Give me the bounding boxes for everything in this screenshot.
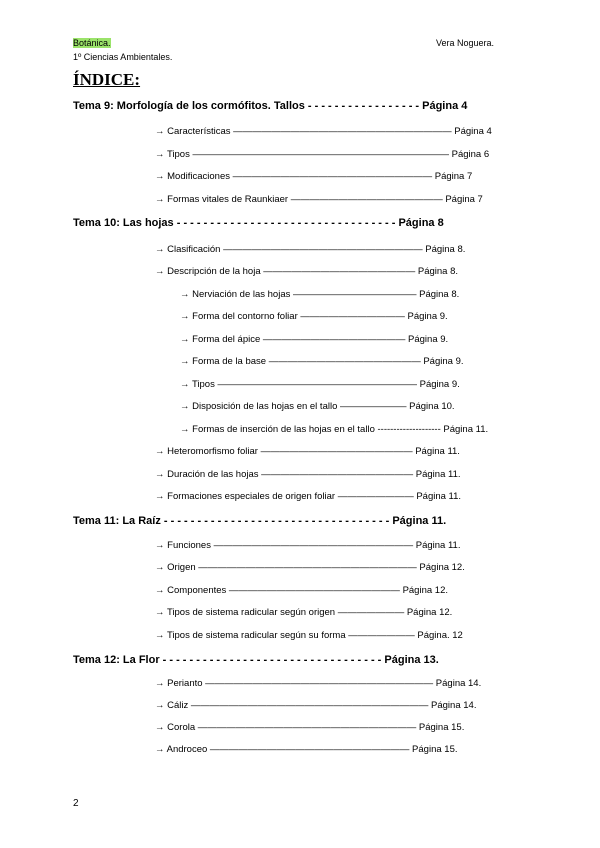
page-number: 2	[73, 798, 79, 809]
toc-subitem: → Formas de inserción de las hojas en el tallo -------------------- Página 11.	[180, 424, 489, 435]
toc-item: → Androceo ————————————————————— Página 15.	[155, 744, 458, 755]
toc-subitem: → Forma del ápice ——————————————— Página 9.	[180, 334, 449, 345]
toc-subitem: → Disposición de las hojas en el tallo ——————— Página 10.	[180, 401, 455, 412]
toc-item: → Funciones ————————————————————— Página 11.	[155, 540, 461, 551]
toc-subitem: → Forma de la base ———————————————— Página 9.	[180, 356, 464, 367]
toc-item: → Duración de las hojas ———————————————— Página 11.	[155, 469, 461, 480]
toc-tema-10: Tema 10: Las hojas - - - - - - - - - - - - - - - - - - - - - - - - - - - - - - - - - Página 8	[73, 217, 444, 229]
header-author: Vera Noguera.	[436, 38, 495, 48]
toc-item: → Formaciones especiales de origen foliar ———————— Página 11.	[155, 491, 462, 502]
toc-tema-9: Tema 9: Morfología de los cormófitos. Tallos - - - - - - - - - - - - - - - - - Página 4	[73, 100, 468, 112]
toc-item: → Componentes —————————————————— Página 12.	[155, 585, 448, 596]
toc-item: → Tipos de sistema radicular según origen ——————— Página 12.	[155, 607, 453, 618]
toc-item: → Tipos ——————————————————————————— Página 6	[155, 149, 490, 160]
toc-subitem: → Tipos ————————————————————— Página 9.	[180, 379, 460, 390]
toc-item: → Heteromorfismo foliar ———————————————— Página 11.	[155, 446, 460, 457]
toc-tema-12: Tema 12: La Flor - - - - - - - - - - - - - - - - - - - - - - - - - - - - - - - - - Página 13.	[73, 654, 439, 666]
toc-item: → Formas vitales de Raunkiaer ———————————————— Página 7	[155, 194, 483, 205]
toc-item: → Características ——————————————————————— Página 4	[155, 126, 492, 137]
toc-item: → Perianto ———————————————————————— Página 14.	[155, 678, 482, 689]
toc-item: → Corola ——————————————————————— Página 15.	[155, 722, 465, 733]
page-title: ÍNDICE:	[73, 70, 141, 89]
toc-item: → Modificaciones ————————————————————— Página 7	[155, 171, 473, 182]
header-course: 1º Ciencias Ambientales.	[73, 52, 173, 62]
toc-item: → Clasificación ————————————————————— Página 8.	[155, 244, 466, 255]
header-subject: Botánica.	[73, 38, 111, 48]
toc-item: → Tipos de sistema radicular según su forma ——————— Página. 12	[155, 630, 463, 641]
toc-subitem: → Forma del contorno foliar ——————————— Página 9.	[180, 311, 448, 322]
toc-subitem: → Nerviación de las hojas ————————————— Página 8.	[180, 289, 460, 300]
toc-tema-11: Tema 11: La Raíz - - - - - - - - - - - - - - - - - - - - - - - - - - - - - - - - - - Página 11.	[73, 515, 447, 527]
toc-item: → Descripción de la hoja ———————————————— Página 8.	[155, 266, 459, 277]
toc-item: → Origen ——————————————————————— Página 12.	[155, 562, 465, 573]
toc-item: → Cáliz ————————————————————————— Página 14.	[155, 700, 477, 711]
